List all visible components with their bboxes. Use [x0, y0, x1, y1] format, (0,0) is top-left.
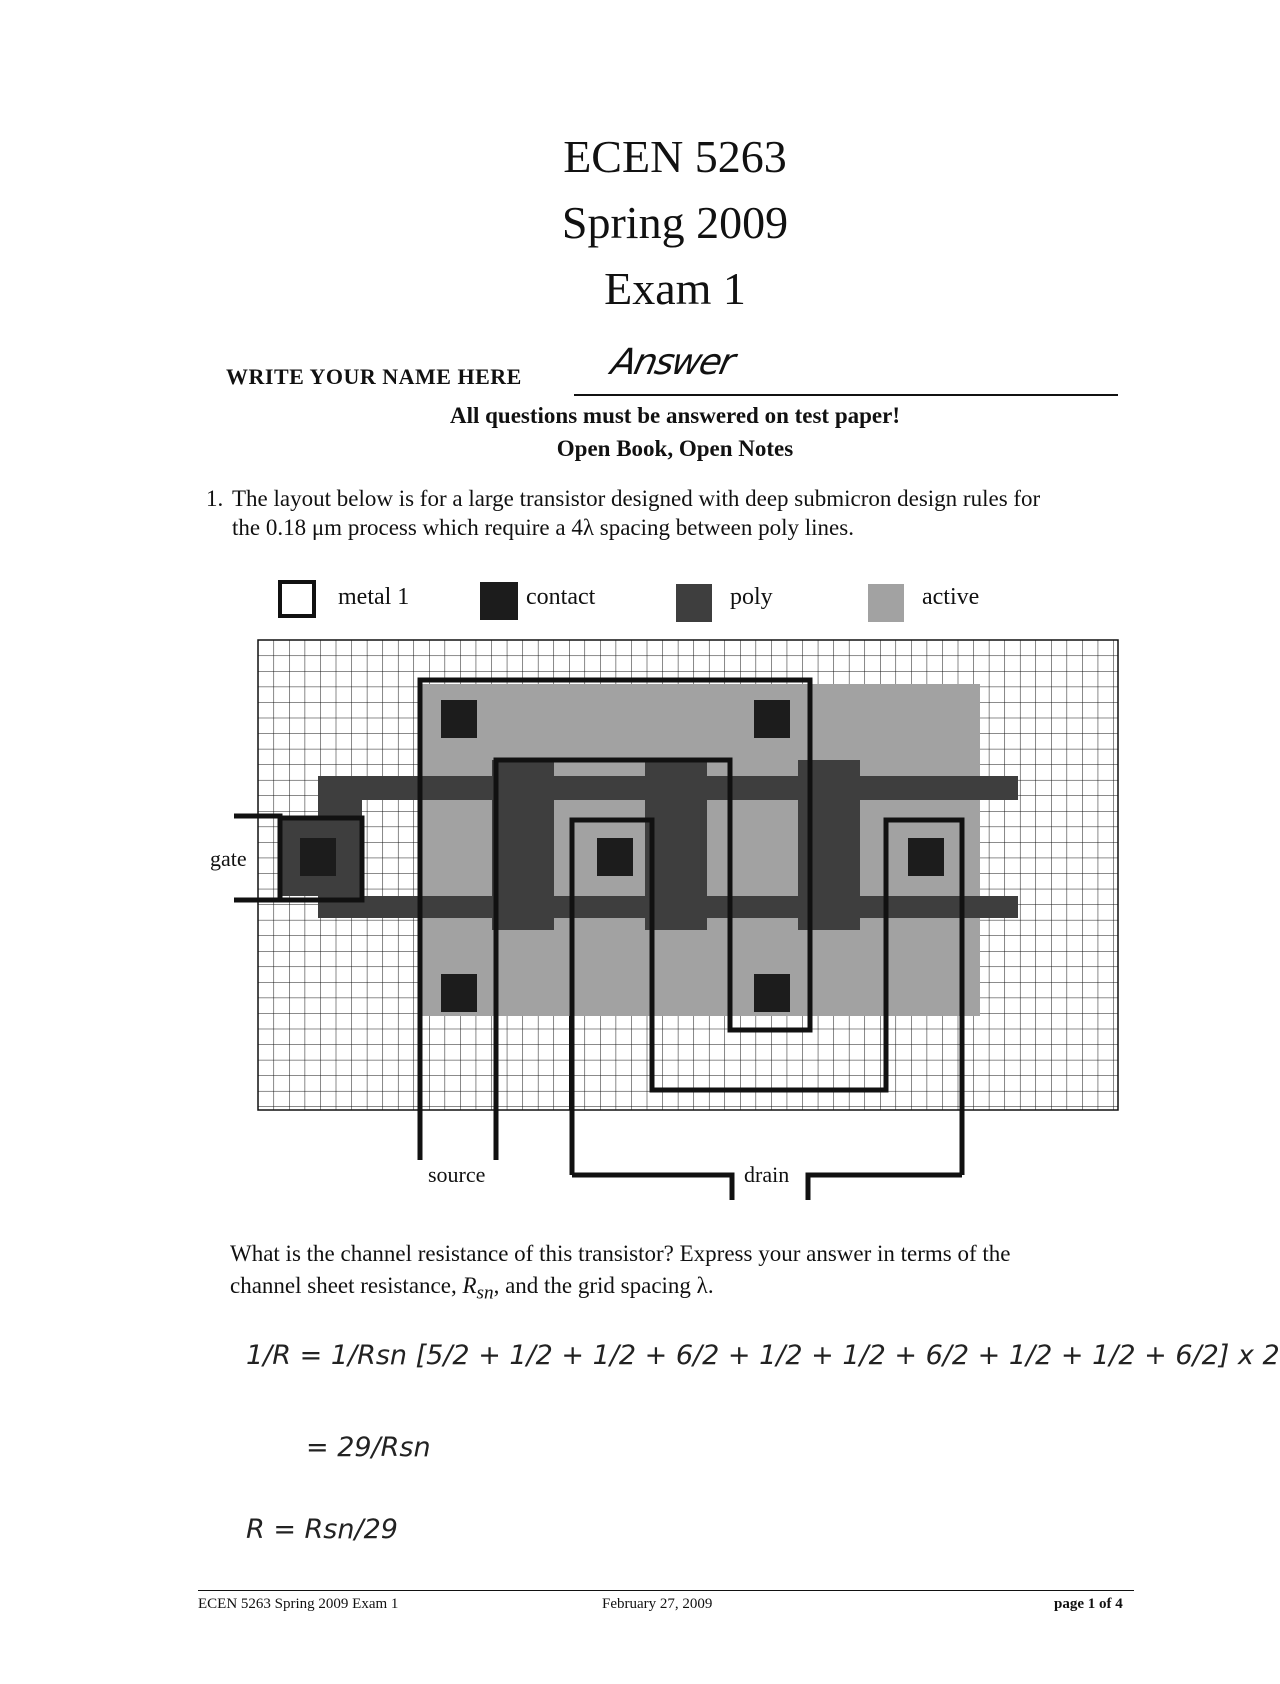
sub-question-line-2: channel sheet resistance, $R_{sn}$, and the grid spacing λ. — [230, 1273, 714, 1304]
drain-label: drain — [744, 1162, 790, 1187]
instruction-line-1: All questions must be answered on test paper! — [449, 403, 901, 428]
source-label: source — [428, 1162, 486, 1187]
exam-title: Exam 1 — [604, 263, 746, 314]
footer-center: February 27, 2009 — [602, 1596, 713, 1612]
symbol-subscript: sn — [476, 1282, 494, 1304]
sub-question — [230, 1238, 1170, 1310]
footer-right: page 1 of 4 — [1054, 1596, 1123, 1612]
instruction-line-2: Open Book, Open Notes — [556, 436, 794, 461]
name-handwriting: Answer — [607, 342, 737, 383]
question-number: 1. — [206, 486, 224, 511]
legend-metal-label: metal 1 — [338, 584, 410, 610]
course-title: ECEN 5263 — [563, 131, 787, 182]
question-1-line-2: the 0.18 μm process which require a 4λ spacing between poly lines. — [232, 515, 854, 540]
footer-rule — [198, 1590, 1134, 1591]
handwritten-equation-1: 1/R = 1/Rsn [5/2 + 1/2 + 1/2 + 6/2 + 1/2 + 1/2 + 6/2 + 1/2 + 1/2 + 6/2] x 2 — [246, 1340, 1280, 1371]
legend-poly-label: poly — [730, 584, 773, 610]
symbol-r: R — [462, 1273, 477, 1298]
name-label: WRITE YOUR NAME HERE — [226, 364, 522, 389]
handwritten-equation-3: R = Rsn/29 — [246, 1514, 398, 1545]
sub-question-line-1: What is the channel resistance of this transistor? Express your answer in terms of the — [230, 1241, 1011, 1266]
question-1-line-1: The layout below is for a large transistor designed with deep submicron design rules for — [232, 486, 1041, 511]
footer-left: ECEN 5263 Spring 2009 Exam 1 — [198, 1596, 399, 1612]
gate-label: gate — [210, 846, 247, 871]
legend-contact-label: contact — [526, 584, 596, 610]
handwritten-equation-2: = 29/Rsn — [306, 1432, 431, 1463]
term-title: Spring 2009 — [561, 197, 789, 248]
legend-active-label: active — [922, 584, 980, 610]
